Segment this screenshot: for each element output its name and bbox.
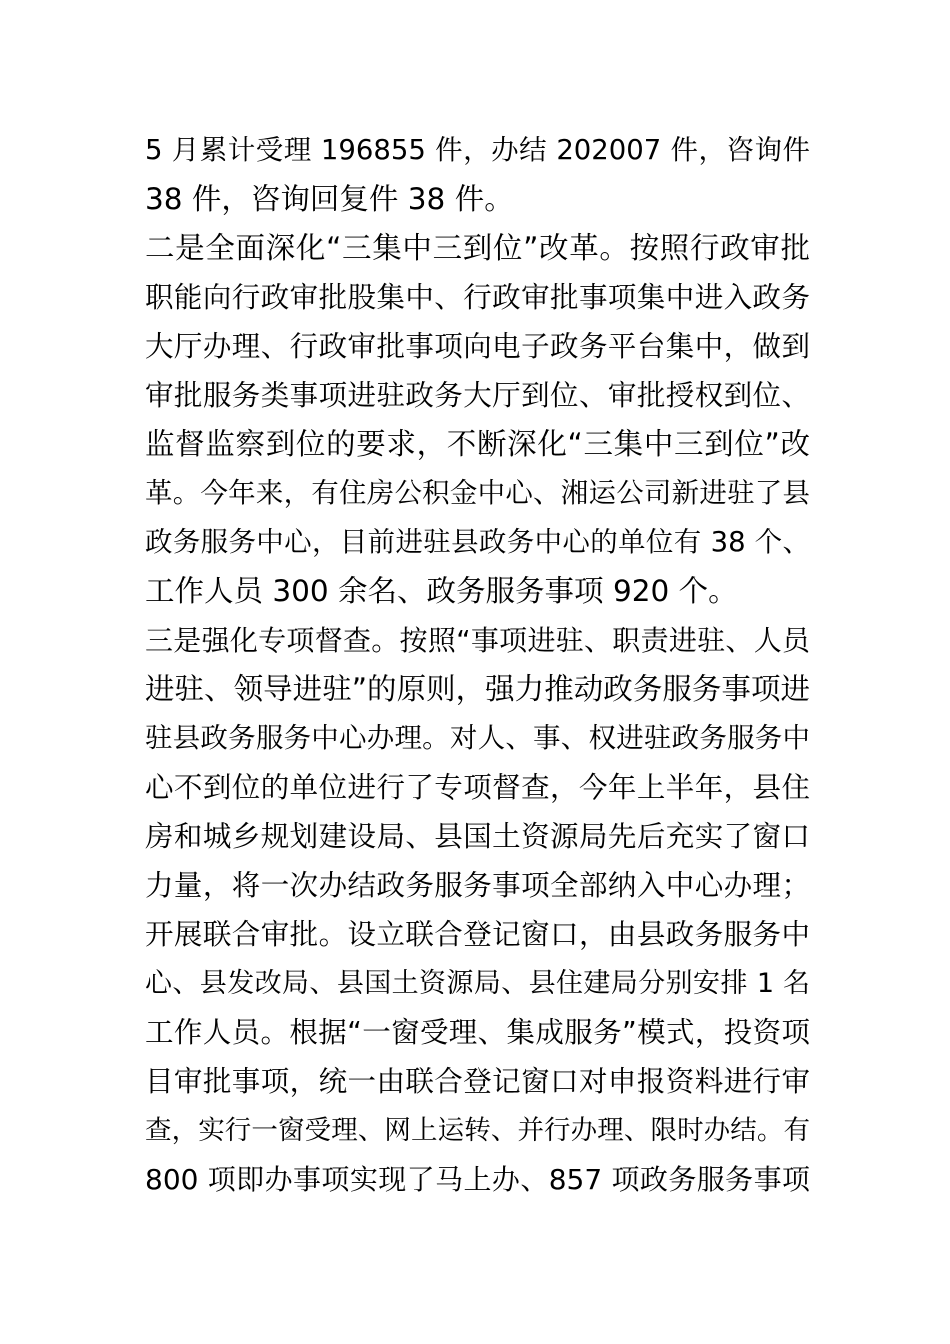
text-line: 审批服务类事项进驻政务大厅到位、审批授权到位、: [145, 379, 810, 412]
text-line: 进驻、领导进驻”的原则，强力推动政务服务事项进: [145, 672, 810, 706]
text-line: 工作人员 300 余名、政务服务事项 920 个。: [145, 574, 738, 608]
text-line: 工作人员。根据“一窗受理、集成服务”模式，投资项: [145, 1016, 810, 1049]
text-line: 800 项即办事项实现了马上办、857 项政务服务事项: [145, 1163, 810, 1196]
text-line: 驻县政务服务中心办理。对人、事、权进驻政务服务中: [145, 722, 810, 754]
text-line: 房和城乡规划建设局、县国土资源局先后充实了窗口: [145, 820, 810, 853]
text-line: 三是强化专项督查。按照“事项进驻、职责进驻、人员: [145, 624, 810, 657]
text-line: 查，实行一窗受理、网上运转、并行办理、限时办结。有: [145, 1115, 810, 1146]
text-line: 目审批事项，统一由联合登记窗口对申报资料进行审: [145, 1065, 810, 1098]
text-line: 力量，将一次办结政务服务事项全部纳入中心办理；: [145, 869, 810, 902]
text-line: 心不到位的单位进行了专项督查，今年上半年，县住: [145, 771, 810, 804]
text-line: 政务服务中心，目前进驻县政务中心的单位有 38 个、: [145, 526, 810, 558]
text-line: 二是全面深化“三集中三到位”改革。按照行政审批: [145, 231, 810, 265]
text-line: 5 月累计受理 196855 件，办结 202007 件，咨询件: [145, 134, 810, 166]
text-line: 心、县发改局、县国土资源局、县住建局分别安排 1 名: [145, 968, 810, 999]
text-line: 38 件，咨询回复件 38 件。: [145, 182, 514, 216]
text-line: 革。今年来，有住房公积金中心、湘运公司新进驻了县: [145, 477, 810, 509]
text-line: 开展联合审批。设立联合登记窗口，由县政务服务中: [145, 918, 810, 951]
text-line: 监督监察到位的要求，不断深化“三集中三到位”改: [145, 427, 810, 461]
text-line: 职能向行政审批股集中、行政审批事项集中进入政务: [145, 281, 810, 314]
text-line: 大厅办理、行政审批事项向电子政务平台集中，做到: [145, 330, 810, 363]
document-body: [145, 126, 810, 1204]
